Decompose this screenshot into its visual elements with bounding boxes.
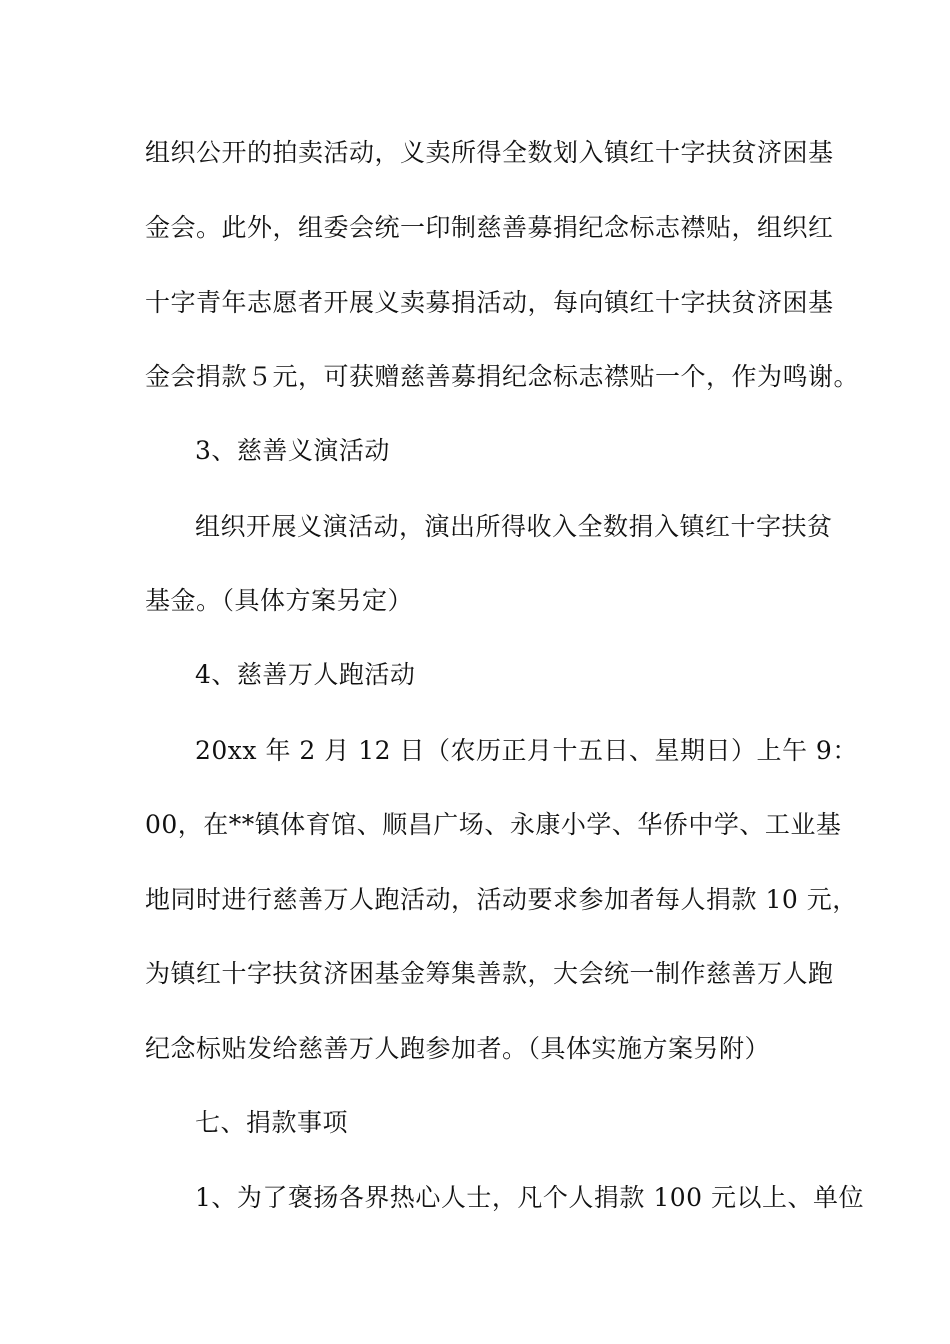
paragraph-line-3: 十字青年志愿者开展义卖募捐活动，每向镇红十字扶贫济困基 [145, 288, 834, 317]
paragraph-line-12: 为镇红十字扶贫济困基金筹集善款，大会统一制作慈善万人跑 [145, 959, 834, 988]
paragraph-line-15: 1、为了褒扬各界热心人士，凡个人捐款 100 元以上、单位 [195, 1183, 865, 1212]
paragraph-line-4: 金会捐款５元，可获赠慈善募捐纪念标志襟贴一个，作为鸣谢。 [145, 362, 860, 391]
section-heading-charity-run: 4、慈善万人跑活动 [195, 660, 416, 689]
paragraph-line-1: 组织公开的拍卖活动，义卖所得全数划入镇红十字扶贫济困基 [145, 138, 834, 167]
section-heading-donation-matters: 七、捐款事项 [195, 1108, 349, 1137]
paragraph-line-11: 地同时进行慈善万人跑活动，活动要求参加者每人捐款 10 元， [145, 885, 858, 914]
paragraph-line-6: 组织开展义演活动，演出所得收入全数捐入镇红十字扶贫 [195, 512, 833, 541]
paragraph-line-2: 金会。此外，组委会统一印制慈善募捐纪念标志襟贴，组织红 [145, 213, 834, 242]
section-heading-charity-performance: 3、慈善义演活动 [195, 436, 390, 465]
paragraph-line-7: 基金。（具体方案另定） [145, 586, 414, 615]
paragraph-line-9: 20xx 年 2 月 12 日（农历正月十五日、星期日）上午 9： [195, 736, 858, 765]
paragraph-line-10: 00，在**镇体育馆、顺昌广场、永康小学、华侨中学、工业基 [145, 810, 842, 839]
paragraph-line-13: 纪念标贴发给慈善万人跑参加者。（具体实施方案另附） [145, 1034, 771, 1063]
